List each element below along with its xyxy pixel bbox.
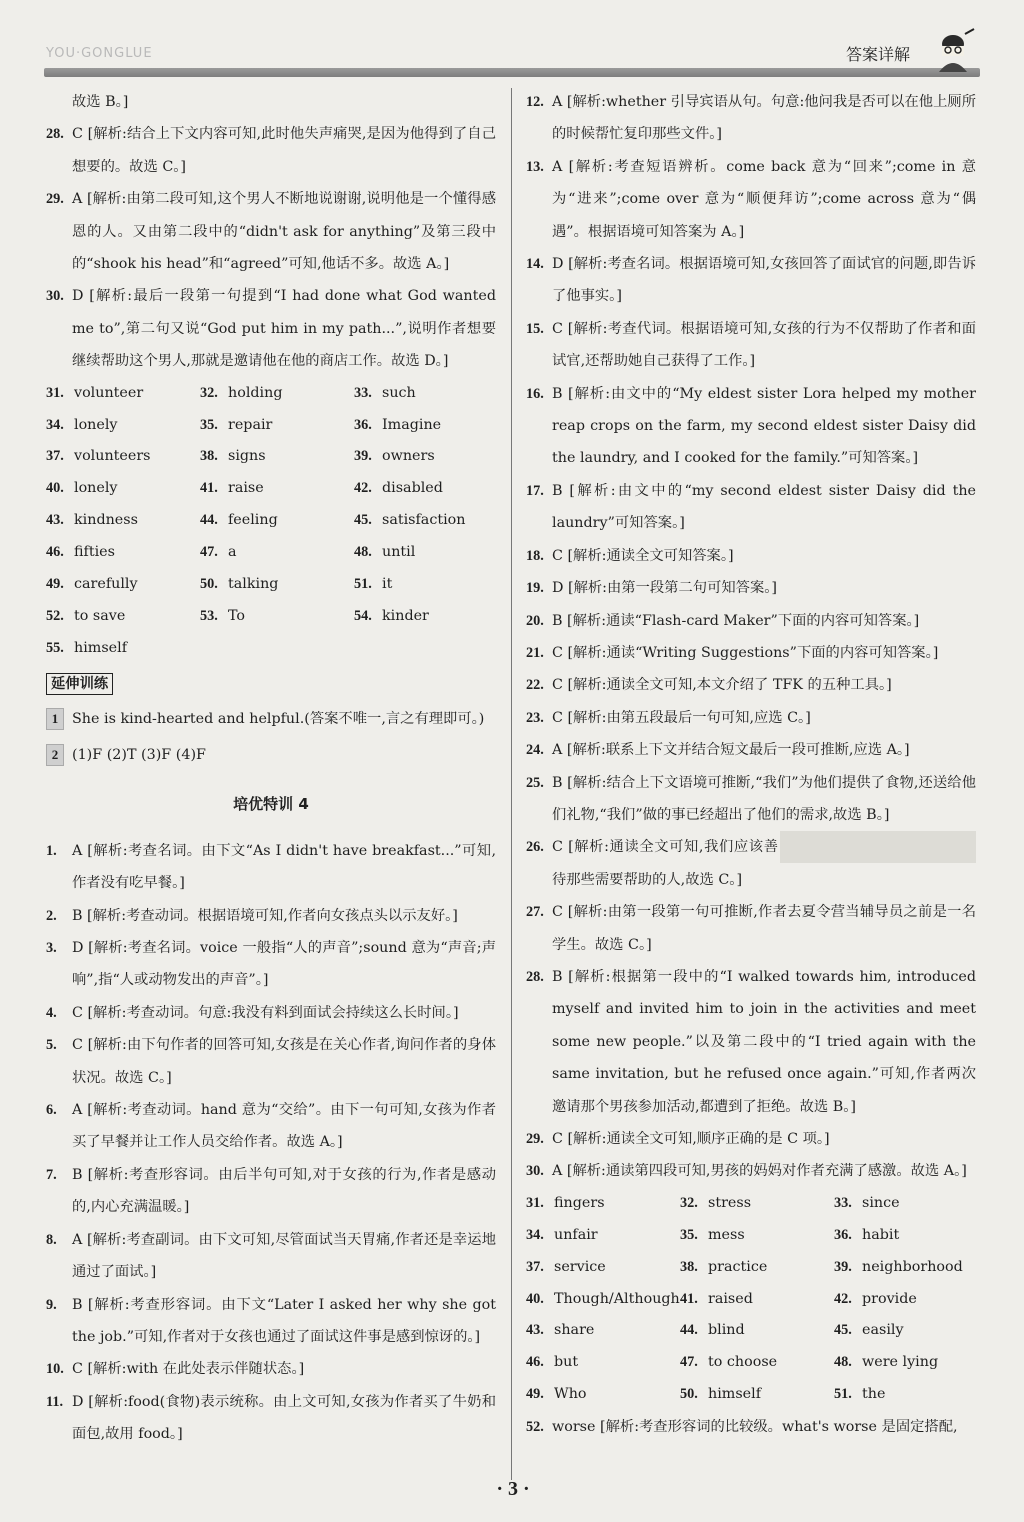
word-answer — [200, 601, 354, 633]
answer-word: carefully — [74, 576, 138, 593]
answer-number: 21. — [526, 644, 544, 661]
right-column — [526, 86, 976, 1444]
answer-word: Who — [554, 1386, 587, 1403]
answer-text: A [解析:考查名词。由下文“As I didn't have breakfast...”可知,作者没有吃早餐。] — [72, 842, 496, 892]
word-answer — [46, 633, 200, 665]
answer-word: raised — [708, 1290, 753, 1307]
answer-number: 37. — [526, 1258, 544, 1275]
answer-word: holding — [228, 384, 283, 401]
page-number: · 3 · — [496, 1478, 530, 1500]
answer-text: C [解析:考查动词。句意:我没有料到面试会持续这么长时间。] — [72, 1004, 459, 1021]
word-answer — [46, 378, 200, 410]
word-answer — [200, 505, 354, 537]
answer-number: 49. — [526, 1386, 544, 1403]
word-answer — [526, 1379, 680, 1411]
column-divider — [511, 88, 512, 1480]
word-answer — [834, 1315, 976, 1347]
word-answer — [46, 410, 200, 442]
answer-number: 33. — [834, 1194, 852, 1211]
answer-word: a — [228, 544, 237, 561]
answer-number: 23. — [526, 709, 544, 726]
word-answer — [680, 1347, 834, 1379]
answer-number: 31. — [526, 1194, 544, 1211]
answer-word: practice — [708, 1258, 768, 1275]
answer-item — [46, 1029, 496, 1094]
answer-word: habit — [862, 1226, 900, 1243]
answer-number: 45. — [354, 512, 372, 529]
answer-word: fifties — [74, 544, 115, 561]
answer-word: kindness — [74, 512, 138, 529]
answer-number: 41. — [200, 480, 218, 497]
answer-number: 45. — [834, 1322, 852, 1339]
answer-text: worse [解析:考查形容词的比较级。what's worse 是固定搭配, — [552, 1419, 958, 1436]
answer-number: 47. — [200, 544, 218, 561]
word-answer — [354, 441, 496, 473]
answer-word: stress — [708, 1194, 752, 1211]
word-answer — [46, 505, 200, 537]
word-answer — [354, 505, 496, 537]
answer-word: disabled — [382, 480, 443, 497]
answer-number — [46, 86, 72, 118]
answer-text: A [解析:whether 引导宾语从句。句意:他问我是否可以在他上厕所的时候帮忙复印那些文件。] — [552, 94, 976, 143]
extension-text: She is kind-hearted and helpful.(答案不唯一,言之有理即可。) — [72, 710, 485, 727]
answer-text: D [解析:最后一段第一句提到“I had done what God wanted me to”,第二句又说“God put him in my path...”,说明作者想要继续帮助这个男人,那就是邀请他在他的商店工作。故选 D。] — [72, 288, 496, 370]
answer-number: 42. — [834, 1290, 852, 1307]
answer-number: 36. — [834, 1226, 852, 1243]
answer-word: volunteers — [74, 448, 151, 465]
answer-text: D [解析:考查名词。voice 一般指“人的声音”;sound 意为“声音;声响”,指“人或动物发出的声音”。] — [72, 940, 496, 989]
mascot-icon — [927, 28, 975, 74]
answer-word: unfair — [554, 1226, 598, 1243]
word-answer — [834, 1252, 976, 1284]
word-answer — [46, 569, 200, 601]
word-answer — [680, 1315, 834, 1347]
answer-number: 9. — [46, 1296, 57, 1313]
word-answer — [834, 1379, 976, 1411]
answer-word: lonely — [74, 480, 118, 497]
answer-number: 24. — [526, 742, 544, 759]
answer-word: mess — [708, 1226, 745, 1243]
word-answer — [526, 1315, 680, 1347]
word-answer — [200, 441, 354, 473]
answer-word: provide — [862, 1290, 917, 1307]
word-answer — [200, 378, 354, 410]
answer-word: feeling — [228, 512, 278, 529]
answer-number: 35. — [200, 416, 218, 433]
answer-text: A [解析:由第二段可知,这个男人不断地说谢谢,说明他是一个懂得感恩的人。又由第二段中的“didn't ask for anything”及第三段中的“shook his head”和“agreed”可知,他话不多。故选 A。] — [72, 191, 496, 273]
answer-number: 30. — [46, 288, 64, 305]
answer-number: 52. — [526, 1419, 544, 1436]
answer-number: 28. — [46, 126, 64, 143]
answer-number: 7. — [46, 1166, 57, 1183]
answer-text: B [解析:通读“Flash-card Maker”下面的内容可知答案。] — [552, 612, 920, 629]
answer-word: service — [554, 1258, 606, 1275]
answer-word: to save — [74, 608, 126, 624]
answer-number: 31. — [46, 384, 64, 401]
answer-text: C [解析:通读全文可知,顺序正确的是 C 项。] — [552, 1131, 830, 1147]
answer-word: Imagine — [382, 416, 442, 433]
right-word-grid — [526, 1188, 976, 1411]
answer-word: lonely — [74, 416, 118, 433]
answer-number: 48. — [354, 544, 372, 561]
answer-number: 19. — [526, 580, 544, 597]
answer-number: 27. — [526, 904, 544, 921]
answer-number: 30. — [526, 1163, 544, 1180]
word-answer — [834, 1220, 976, 1252]
answer-word: himself — [74, 639, 127, 656]
answer-text: C [解析:考查代词。根据语境可知,女孩的行为不仅帮助了作者和面试官,还帮助她自己获得了工作。] — [552, 320, 976, 370]
answer-word: were lying — [862, 1354, 939, 1371]
word-answer — [834, 1284, 976, 1316]
answer-text: C [解析:通读“Writing Suggestions”下面的内容可知答案。] — [552, 644, 939, 661]
answer-word: himself — [708, 1386, 761, 1403]
answer-word: share — [554, 1322, 595, 1339]
answer-text: C [解析:with 在此处表示伴随状态。] — [72, 1361, 305, 1378]
answer-number: 5. — [46, 1037, 57, 1054]
answer-item — [46, 280, 496, 377]
answer-number: 49. — [46, 576, 64, 593]
answer-number: 39. — [354, 448, 372, 465]
answer-number: 40. — [526, 1290, 544, 1307]
answer-word: raise — [228, 480, 264, 497]
answer-item — [526, 313, 976, 378]
answer-word: neighborhood — [862, 1258, 963, 1275]
answer-item — [526, 702, 976, 734]
answer-text: B [解析:考查形容词。由后半句可知,对于女孩的行为,作者是感动的,内心充满温暖。] — [72, 1166, 496, 1216]
answer-text: B [解析:考查动词。根据语境可知,作者向女孩点头以示友好。] — [72, 907, 458, 924]
answer-text: B [解析:结合上下文语境可推断,“我们”为他们提供了食物,还送给他们礼物,“我们”做的事已经超出了他们的需求,故选 B。] — [552, 774, 976, 823]
word-answer — [200, 473, 354, 505]
word-answer — [46, 441, 200, 473]
answer-word: satisfaction — [382, 512, 466, 529]
blank-box — [780, 831, 976, 863]
answer-number: 10. — [46, 1361, 64, 1378]
answer-item — [46, 932, 496, 997]
answer-word: talking — [228, 576, 279, 593]
answer-text: D [解析:由第一段第二句可知答案。] — [552, 580, 777, 597]
answer-number: 29. — [46, 191, 64, 208]
word-answer — [200, 410, 354, 442]
answer-text: B [解析:考查形容词。由下文“Later I asked her why she got the job.”可知,作者对于女孩也通过了面试这件事是感到惊讶的。] — [72, 1296, 496, 1345]
word-answer — [200, 537, 354, 569]
word-answer — [354, 569, 496, 601]
answer-number: 18. — [526, 547, 544, 564]
answer-item — [526, 767, 976, 832]
answer-number: 43. — [526, 1322, 544, 1339]
answer-number: 47. — [680, 1354, 698, 1371]
answer-item — [46, 183, 496, 280]
answer-number: 41. — [680, 1290, 698, 1307]
answer-word: until — [382, 544, 416, 561]
word-answer — [46, 537, 200, 569]
answer-number: 44. — [200, 512, 218, 529]
answer-number: 39. — [834, 1258, 852, 1275]
answer-word: but — [554, 1354, 579, 1371]
answer-number: 36. — [354, 416, 372, 433]
answer-number: 12. — [526, 94, 544, 110]
word-answer — [354, 473, 496, 505]
extension-item — [46, 701, 496, 737]
answer-number: 50. — [680, 1386, 698, 1403]
answer-number: 40. — [46, 480, 64, 497]
answer-item — [526, 378, 976, 475]
answer-word: repair — [228, 416, 273, 433]
answer-number: 44. — [680, 1322, 698, 1339]
answer-text: A [解析:通读第四段可知,男孩的妈妈对作者充满了感激。故选 A。] — [552, 1163, 967, 1180]
answer-number: 8. — [46, 1231, 57, 1248]
answer-text: C [解析:由下句作者的回答可知,女孩是在关心作者,询问作者的身体状况。故选 C。] — [72, 1037, 496, 1086]
answer-item — [46, 997, 496, 1029]
answer-word: since — [862, 1194, 900, 1211]
answer-word: volunteer — [74, 384, 144, 401]
answer-text: A [解析:联系上下文并结合短文最后一段可推断,应选 A。] — [552, 742, 910, 759]
answer-text: B [解析:由文中的“my second eldest sister Daisy did the laundry”可知答案。] — [552, 482, 976, 532]
answer-text: B [解析:根据第一段中的“I walked towards him, introduced myself and invited him to join in the activities and meet some new people.”以及第二段中的“I tried again with the same invitation, but he refused once again.”可知,作者两次邀请那个男孩参加活动,都遭到了拒绝。故选 B。] — [552, 968, 976, 1115]
answer-number: 55. — [46, 639, 64, 656]
answer-item — [526, 961, 976, 1123]
answer-word: easily — [862, 1322, 904, 1339]
answer-text: C [解析:结合上下文内容可知,此时他失声痛哭,是因为他得到了自己想要的。故选 C。] — [72, 126, 496, 175]
answer-text: D [解析:food(食物)表示统称。由上文可知,女孩为作者买了牛奶和面包,故用 food。] — [72, 1393, 496, 1443]
answer-word: the — [862, 1386, 886, 1403]
left-column — [46, 86, 496, 1451]
answer-number: 11. — [46, 1393, 64, 1410]
answer-number: 37. — [46, 448, 64, 465]
answer-item — [526, 1155, 976, 1187]
answer-item — [526, 831, 976, 896]
answer-item — [526, 1123, 976, 1155]
answer-text: C [解析:由第五段最后一句可知,应选 C。] — [552, 709, 811, 726]
answer-number: 38. — [200, 448, 218, 465]
answer-item — [526, 1411, 976, 1443]
answer-item — [46, 1224, 496, 1289]
answer-item — [46, 1159, 496, 1224]
answer-word: it — [382, 576, 393, 593]
answer-number: 52. — [46, 608, 64, 624]
word-answer — [680, 1252, 834, 1284]
answer-number: 28. — [526, 968, 544, 985]
answer-text: B [解析:由文中的“My eldest sister Lora helped my mother reap crops on the farm, my second eldest sister Daisy did the laundry, and I cooked for the family.”可知答案。] — [552, 385, 976, 467]
word-answer — [354, 601, 496, 633]
header-rule — [44, 68, 980, 77]
answer-number: 50. — [200, 576, 218, 593]
answer-text: A [解析:考查副词。由下文可知,尽管面试当天胃痛,作者还是幸运地通过了面试。] — [72, 1231, 496, 1281]
extension-label: 延伸训练 — [46, 673, 113, 695]
extension-text: (1)F (2)T (3)F (4)F — [72, 746, 206, 763]
answer-item — [526, 734, 976, 766]
answer-word: such — [382, 384, 416, 401]
answer-item — [46, 118, 496, 183]
answer-item — [46, 1386, 496, 1451]
answer-number: 33. — [354, 384, 372, 401]
answer-text: D [解析:考查名词。根据语境可知,女孩回答了面试官的问题,即告诉了他事实。] — [552, 256, 976, 305]
answer-number: 46. — [526, 1354, 544, 1371]
answer-item — [526, 572, 976, 604]
answer-word: blind — [708, 1322, 745, 1339]
answer-number: 32. — [680, 1194, 698, 1211]
answer-text: A [解析:考查动词。hand 意为“交给”。由下一句可知,女孩为作者买了早餐并让工作人员交给作者。故选 A。] — [72, 1102, 496, 1151]
answer-word: to choose — [708, 1354, 778, 1371]
answer-number: 42. — [354, 480, 372, 497]
word-answer — [354, 537, 496, 569]
answer-word: owners — [382, 448, 435, 465]
answer-item — [526, 475, 976, 540]
answer-word: kinder — [382, 608, 429, 624]
extension-number: 2 — [46, 744, 64, 766]
answer-text: C [解析:由第一段第一句可推断,作者去夏令营当辅导员之前是一名学生。故选 C。] — [552, 904, 976, 953]
answer-number: 43. — [46, 512, 64, 529]
answer-item — [46, 835, 496, 900]
word-answer — [354, 378, 496, 410]
answer-number: 34. — [526, 1226, 544, 1243]
answer-word: To — [228, 608, 246, 624]
answer-number: 3. — [46, 940, 57, 957]
answer-word: Though/Although — [554, 1290, 680, 1307]
answer-number: 53. — [200, 608, 218, 624]
header-brand: YOU·GONGLUE — [46, 46, 153, 61]
answer-number: 54. — [354, 608, 372, 624]
answer-number: 25. — [526, 774, 544, 791]
answer-item — [46, 1353, 496, 1385]
section-title: 培优特训 4 — [233, 794, 309, 813]
answer-item — [526, 605, 976, 637]
word-answer — [680, 1379, 834, 1411]
answer-number: 34. — [46, 416, 64, 433]
word-answer — [526, 1252, 680, 1284]
answer-text: A [解析:考查短语辨析。come back 意为“回来”;come in 意为“进来”;come over 意为“顺便拜访”;come across 意为“偶遇”。根据语境可知答案为 A。] — [552, 158, 976, 240]
answer-number: 2. — [46, 907, 57, 924]
answer-item — [526, 896, 976, 961]
answer-number: 20. — [526, 612, 544, 629]
word-answer — [200, 569, 354, 601]
word-answer — [834, 1188, 976, 1220]
word-answer — [46, 473, 200, 505]
answer-number: 13. — [526, 158, 544, 175]
answer-number: 46. — [46, 544, 64, 561]
answer-word: signs — [228, 448, 266, 465]
answer-item — [526, 669, 976, 701]
word-answer — [526, 1347, 680, 1379]
answer-text: C [解析:通读全文可知答案。] — [552, 547, 734, 564]
word-answer — [680, 1284, 834, 1316]
answer-number: 6. — [46, 1102, 57, 1119]
answer-item — [526, 637, 976, 669]
answer-number: 38. — [680, 1258, 698, 1275]
answer-item — [46, 1094, 496, 1159]
answer-number: 51. — [354, 576, 372, 593]
word-answer — [526, 1284, 680, 1316]
answer-number: 29. — [526, 1131, 544, 1147]
answer-number: 17. — [526, 482, 544, 499]
answer-item — [46, 86, 496, 118]
answer-number: 4. — [46, 1004, 57, 1021]
word-answer — [680, 1188, 834, 1220]
word-answer — [680, 1220, 834, 1252]
word-answer — [834, 1347, 976, 1379]
answer-number: 16. — [526, 385, 544, 402]
answer-item — [526, 248, 976, 313]
word-answer — [526, 1188, 680, 1220]
extension-number: 1 — [46, 708, 64, 730]
answer-number: 14. — [526, 256, 544, 273]
answer-word: fingers — [554, 1194, 605, 1211]
answer-text: C [解析:通读全文可知,我们应该善待那些需要帮助的人,故选 C。] — [552, 839, 778, 888]
header-title: 答案详解 — [846, 45, 911, 64]
answer-item — [526, 540, 976, 572]
answer-number: 15. — [526, 320, 544, 337]
answer-number: 32. — [200, 384, 218, 401]
answer-number: 51. — [834, 1386, 852, 1403]
word-answer — [354, 410, 496, 442]
answer-item — [526, 86, 976, 151]
answer-number: 35. — [680, 1226, 698, 1243]
answer-number: 26. — [526, 839, 544, 856]
answer-text: C [解析:通读全文可知,本文介绍了 TFK 的五种工具。] — [552, 677, 892, 694]
answer-number: 1. — [46, 842, 57, 859]
extension-item — [46, 737, 496, 773]
answer-item — [46, 900, 496, 932]
left-word-grid — [46, 378, 496, 665]
answer-number: 22. — [526, 677, 544, 694]
answer-item — [46, 1289, 496, 1354]
answer-item — [526, 151, 976, 248]
word-answer — [46, 601, 200, 633]
answer-text: 故选 B。] — [72, 94, 129, 110]
word-answer — [526, 1220, 680, 1252]
answer-number: 48. — [834, 1354, 852, 1371]
